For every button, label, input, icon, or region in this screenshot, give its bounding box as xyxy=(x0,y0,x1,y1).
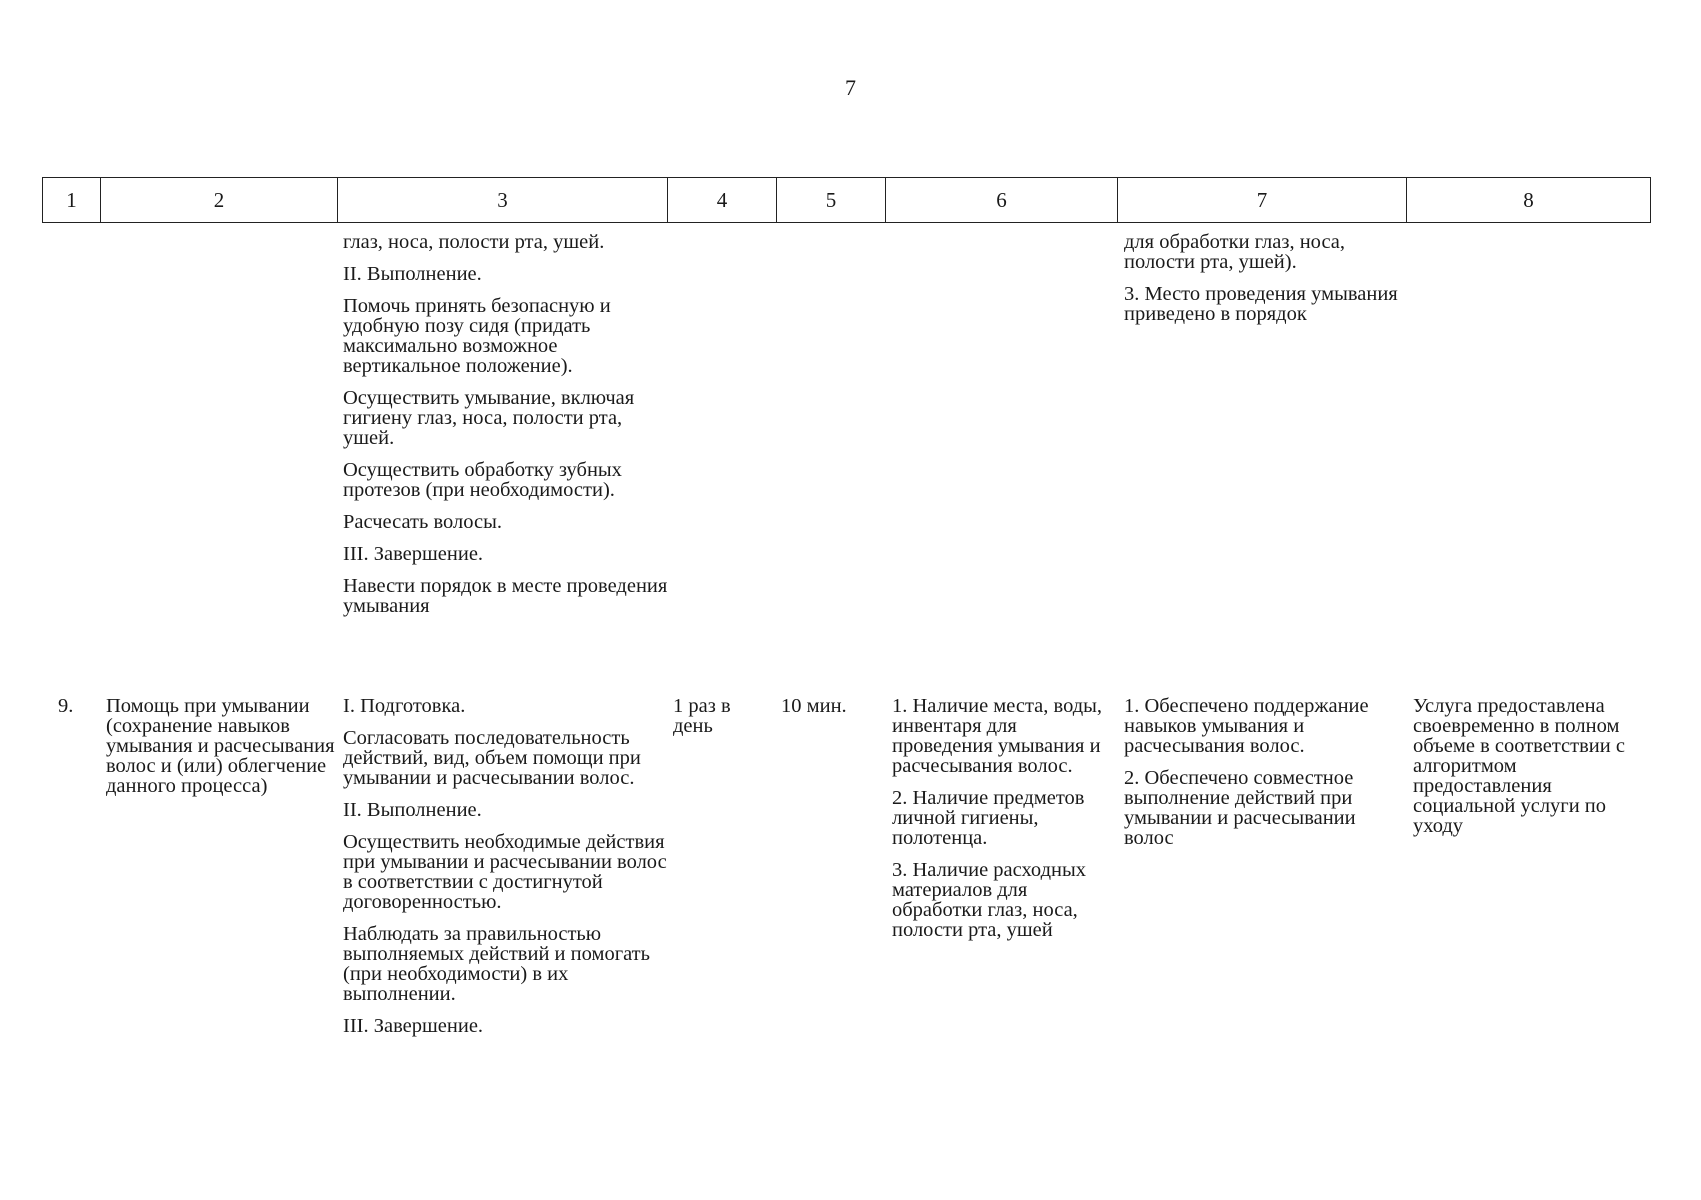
header-col-2: 2 xyxy=(101,178,338,223)
quality-assessment: Услуга предоставлена своевременно в полном объеме в соответствии с алгоритмом предоставления социальной услуги по уходу xyxy=(1413,695,1625,837)
header-col-7: 7 xyxy=(1118,178,1407,223)
quality-cell xyxy=(1413,696,1651,836)
paragraph: Наблюдать за правильностью выполняемых действий и помогать (при необходимости) в их выполнении. xyxy=(343,923,650,1005)
paragraph: 1. Наличие места, воды, инвентаря для проведения умывания и расчесывания волос. xyxy=(892,695,1103,777)
header-col-6: 6 xyxy=(886,178,1118,223)
header-col-3: 3 xyxy=(338,178,668,223)
conditions-cell xyxy=(892,696,1117,940)
paragraph: для обработки глаз, носа, полости рта, ушей). xyxy=(1124,231,1346,273)
paragraph: III. Завершение. xyxy=(343,1015,484,1037)
paragraph: Осуществить умывание, включая гигиену глаз, носа, полости рта, ушей. xyxy=(343,387,635,449)
frequency: 1 раз в день xyxy=(673,695,731,737)
row-number: 9. xyxy=(58,695,74,717)
duration: 10 мин. xyxy=(781,695,847,717)
paragraph: II. Выполнение. xyxy=(343,799,482,821)
paragraph: Осуществить необходимые действия при умывании и расчесывании волос в соответствии с достигнутой договоренностью. xyxy=(343,831,667,913)
header-col-5: 5 xyxy=(777,178,886,223)
header-col-4: 4 xyxy=(668,178,777,223)
paragraph: 2. Обеспечено совместное выполнение действий при умывании и расчесывании волос xyxy=(1124,767,1356,849)
procedure-cell xyxy=(343,696,668,1036)
results-cell xyxy=(1124,696,1409,848)
paragraph: Расчесать волосы. xyxy=(343,511,502,533)
paragraph: I. Подготовка. xyxy=(343,695,466,717)
header-col-1: 1 xyxy=(43,178,101,223)
paragraph: Согласовать последовательность действий, вид, объем помощи при умывании и расчесывании волос. xyxy=(343,727,641,789)
frequency-cell xyxy=(673,696,773,736)
service-name: Помощь при умывании (сохранение навыков умывания и расчесывания волос и (или) облегчение данного процесса) xyxy=(106,695,335,797)
header-col-8: 8 xyxy=(1407,178,1651,223)
paragraph: 3. Место проведения умывания приведено в порядок xyxy=(1124,283,1398,325)
service-name-cell xyxy=(106,696,336,796)
paragraph: II. Выполнение. xyxy=(343,263,482,285)
paragraph: 3. Наличие расходных материалов для обработки глаз, носа, полости рта, ушей xyxy=(892,859,1087,941)
paragraph: глаз, носа, полости рта, ушей. xyxy=(343,231,605,253)
paragraph: Осуществить обработку зубных протезов (при необходимости). xyxy=(343,459,622,501)
continuation-procedure-cell xyxy=(343,232,668,616)
continuation-result-cell xyxy=(1124,232,1409,324)
paragraph: 2. Наличие предметов личной гигиены, полотенца. xyxy=(892,787,1085,849)
paragraph: Помочь принять безопасную и удобную позу сидя (придать максимально возможное вертикальное положение). xyxy=(343,295,611,377)
paragraph: 1. Обеспечено поддержание навыков умывания и расчесывания волос. xyxy=(1124,695,1369,757)
column-number-header xyxy=(42,177,1651,223)
paragraph: III. Завершение. xyxy=(343,543,484,565)
page-number: 7 xyxy=(845,75,856,100)
paragraph: Навести порядок в месте проведения умывания xyxy=(343,575,668,617)
duration-cell xyxy=(781,696,881,716)
